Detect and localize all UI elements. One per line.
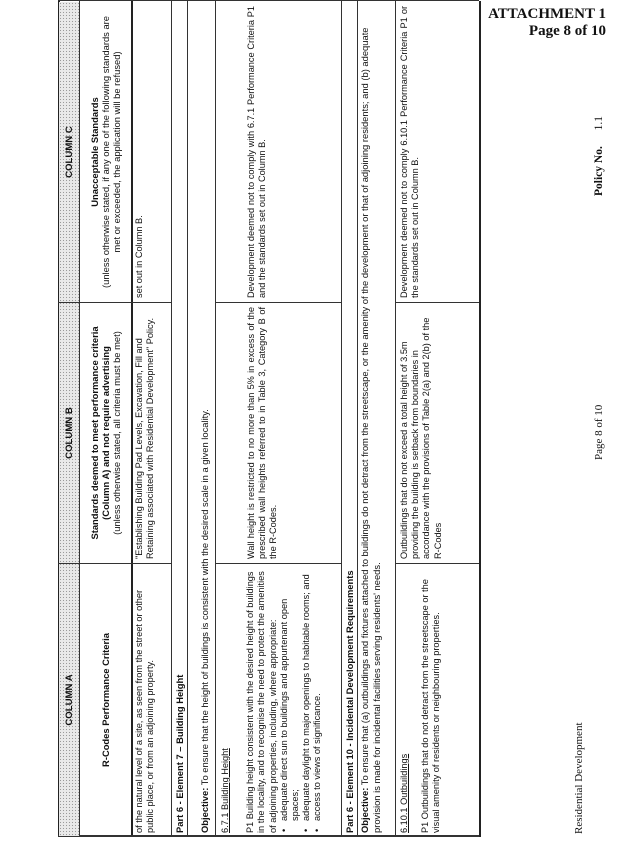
continued-a: of the natural level of a site, as seen from the street or other public place, or from an adjoining property. [134,589,156,833]
list-item: • adequate direct sun to buildings and appurtenant open spaces; [279,569,301,821]
column-a-heading: COLUMN A [59,564,79,836]
column-a-subheading: R-Codes Performance Criteria [99,633,111,767]
clause-6-7-1-bullets [279,569,324,833]
element7-objective: Objective: To ensure that the height of buildings is consistent with the desired scale in a given locality. [199,409,210,833]
column-c-heading: COLUMN C [59,2,79,302]
column-b-subheading: Standards deemed to meet performance criteria (Column A) and not require advertising (unless otherwise stated, all criteria must be met) [88,326,122,540]
element10-column-b: Outbuildings that do not exceed a total height of 3.5m providing the building is setback from boundaries in accordance with the provisions of Table 2(a) and 2(b) of the R-Codes [399,317,443,559]
footer-page-number: Page 8 of 10 [593,404,605,460]
clause-6-7-1-heading: 6.7.1 Building Height [220,748,230,833]
attachment-page: Page 8 of 10 [528,23,606,39]
element7-column-b: Wall height is restricted to no more than 5% in excess of the prescribed wall heights referred to in Table 3, Category B of the R-Codes. [246,307,279,559]
clause-6-10-1-heading: 6.10.1 Outbuildings [399,753,409,833]
element10-part-title: Part 6 - Element 10 - Incidental Development Requirements [344,570,355,833]
element7-part-title: Part 6 - Element 7 – Building Height [174,674,185,833]
clause-6-10-1-text: P1 Outbuildings that do not detract from the streetscape or the visual amenity of residents or neighbouring properties. [420,579,442,833]
element7-column-c: Development deemed not to comply with 6.7.1 Performance Criteria P1 and the standards set out in Column B. [246,6,268,298]
element7-column-a [220,569,324,833]
element10-column-c: Development deemed not to comply 6.10.1 Performance Criteria P1 or the standards set out in Column B. [399,6,421,298]
element10-column-a [399,569,443,833]
list-item: • access to views of significance. [312,569,323,821]
policy-table [58,1,480,837]
clause-6-7-1-text: P1 Building height consistent with the desired height of buildings in the locality, and to recognise the need to protect the amenities of adjoining properties, including, where appropriate: [245,571,278,833]
element10-objective: Objective: To ensure that (a) outbuildings and fixtures attached to buildings do not detract from the streetscape, or the amenity of the development or that of adjoining residents; and (b) adequate provision is made for incidental facilities serving residents' needs. [359,27,382,833]
attachment-title: ATTACHMENT 1 [488,6,606,22]
continued-c: set out in Column B. [134,215,144,298]
column-b-heading: COLUMN B [59,303,79,563]
footer-policy: Policy No. 1.1 [593,116,605,196]
column-c-subheading: Unacceptable Standards (unless otherwise stated, if any one of the following standards are met or exceeded, the application will be refused) [88,15,122,289]
footer-left: Residential Development [573,722,585,834]
continued-b: "Establishing Building Pad Levels, Excavation, Fill and Retaining associated with Residential Development" Policy. [134,317,156,559]
list-item: • adequate daylight to major openings to habitable rooms; and [301,569,312,821]
